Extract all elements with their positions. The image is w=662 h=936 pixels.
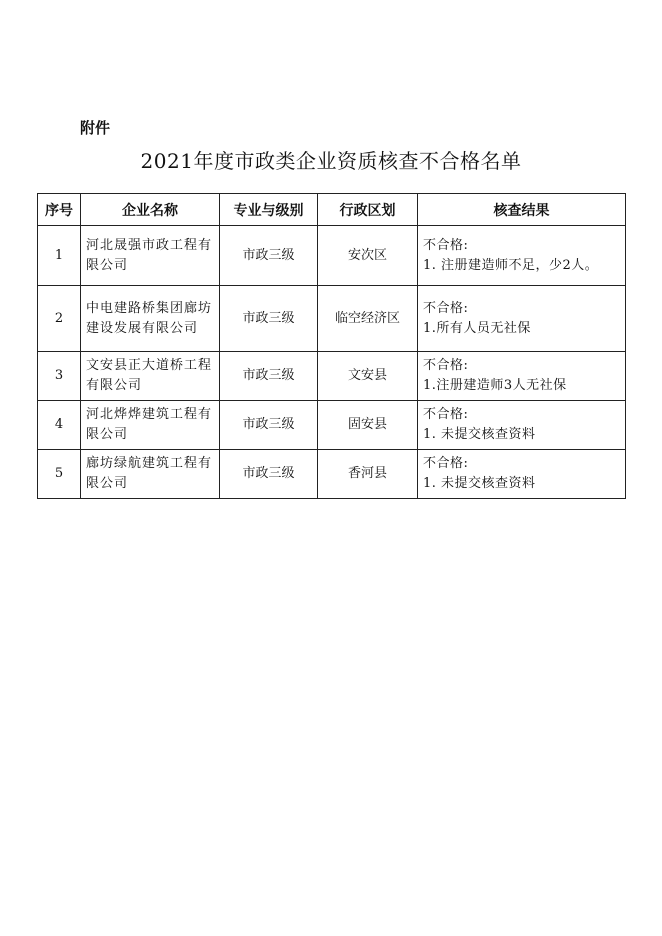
table-row [38, 401, 626, 450]
row-result [418, 286, 626, 352]
column-header-company: 企业名称 [81, 194, 220, 226]
row-district: 文安县 [318, 352, 418, 401]
row-specialty: 市政三级 [220, 401, 318, 450]
row-no: 4 [38, 401, 81, 450]
row-no: 1 [38, 226, 81, 286]
row-company: 中电建路桥集团廊坊建设发展有限公司 [81, 286, 220, 352]
result-status: 不合格: [423, 237, 469, 253]
document-title: 2021年度市政类企业资质核查不合格名单 [140, 149, 522, 173]
row-no: 3 [38, 352, 81, 401]
result-status: 不合格: [423, 407, 469, 422]
row-result [418, 352, 626, 401]
table-row [38, 226, 626, 286]
result-detail: 1. 未提交核查资料 [423, 427, 536, 442]
column-header-district: 行政区划 [318, 194, 418, 226]
row-company: 廊坊绿航建筑工程有限公司 [81, 450, 220, 499]
result-detail: 1. 注册建造师不足，少2人。 [423, 257, 599, 273]
row-district: 临空经济区 [318, 286, 418, 352]
row-company: 河北晟强市政工程有限公司 [81, 226, 220, 286]
row-company: 河北烨烨建筑工程有限公司 [81, 401, 220, 450]
row-district: 固安县 [318, 401, 418, 450]
attachment-label: 附件 [80, 119, 111, 137]
table-row [38, 352, 626, 401]
row-specialty: 市政三级 [220, 352, 318, 401]
result-status: 不合格: [423, 300, 469, 316]
column-header-result: 核查结果 [418, 194, 626, 226]
row-result [418, 401, 626, 450]
table-row [38, 286, 626, 352]
row-district: 香河县 [318, 450, 418, 499]
table-row [38, 450, 626, 499]
row-specialty: 市政三级 [220, 286, 318, 352]
row-specialty: 市政三级 [220, 450, 318, 499]
row-company: 文安县正大道桥工程有限公司 [81, 352, 220, 401]
row-specialty: 市政三级 [220, 226, 318, 286]
column-header-no: 序号 [38, 194, 81, 226]
row-result [418, 226, 626, 286]
row-result [418, 450, 626, 499]
table-header-row [38, 194, 626, 226]
result-detail: 1.注册建造师3人无社保 [423, 378, 567, 393]
row-district: 安次区 [318, 226, 418, 286]
result-status: 不合格: [423, 358, 469, 373]
result-status: 不合格: [423, 456, 469, 471]
row-no: 2 [38, 286, 81, 352]
column-header-specialty: 专业与级别 [220, 194, 318, 226]
result-detail: 1.所有人员无社保 [423, 320, 531, 336]
results-table [37, 193, 626, 499]
result-detail: 1. 未提交核查资料 [423, 476, 536, 491]
row-no: 5 [38, 450, 81, 499]
